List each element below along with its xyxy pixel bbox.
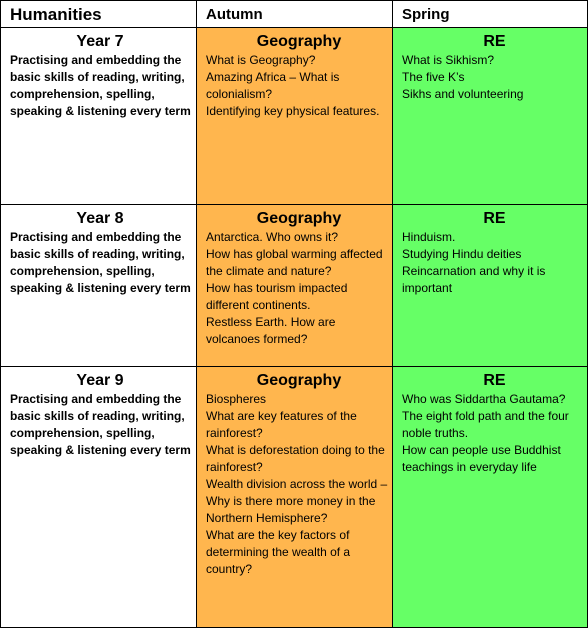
subject-title: RE xyxy=(483,372,506,389)
topic-item: Who was Siddartha Gautama? xyxy=(402,392,566,406)
topic-item: How has global warming affected the climate and nature? xyxy=(206,247,383,278)
spring-cell xyxy=(393,28,588,205)
year-title: Year 9 xyxy=(76,372,124,389)
skills-text: Practising and embedding the basic skills of reading, writing, comprehension, spelling, speaking & listening every term xyxy=(10,53,191,118)
topic-item: What are the key factors of determining the wealth of a country? xyxy=(206,528,351,576)
header-humanities: Humanities xyxy=(1,1,197,28)
topic-list xyxy=(206,391,392,578)
topic-list xyxy=(206,52,392,120)
header-row xyxy=(1,1,588,28)
topic-item: The five K’s xyxy=(402,70,465,84)
topic-list xyxy=(402,229,587,297)
topic-item: Sikhs and volunteering xyxy=(402,87,524,101)
subject-title: RE xyxy=(483,33,506,50)
year-title: Year 8 xyxy=(76,210,124,227)
subject-title: RE xyxy=(483,210,506,227)
subject-title: Geography xyxy=(256,372,342,389)
year-title: Year 7 xyxy=(76,33,124,50)
topic-item: Antarctica. Who owns it? xyxy=(206,230,339,244)
topic-item: What are key features of the rainforest? xyxy=(206,409,357,440)
year-cell xyxy=(1,205,197,367)
table-row-year-9 xyxy=(1,367,588,628)
header-autumn: Autumn xyxy=(197,1,393,28)
topic-list xyxy=(402,52,587,103)
topic-item: What is Geography? xyxy=(206,53,316,67)
skills-text: Practising and embedding the basic skills of reading, writing, comprehension, spelling, speaking & listening every term xyxy=(10,230,191,295)
topic-item: Reincarnation and why it is important xyxy=(402,264,546,295)
autumn-cell xyxy=(197,205,393,367)
subject-title: Geography xyxy=(256,210,342,227)
topic-item: What is deforestation doing to the rainforest? xyxy=(206,443,385,474)
table-row-year-7 xyxy=(1,28,588,205)
autumn-cell xyxy=(197,367,393,628)
topic-item: How can people use Buddhist teachings in everyday life xyxy=(402,443,561,474)
header-spring: Spring xyxy=(393,1,588,28)
topic-list xyxy=(206,229,392,348)
subject-title: Geography xyxy=(256,33,342,50)
topic-item: Hinduism. xyxy=(402,230,456,244)
spring-cell xyxy=(393,367,588,628)
topic-item: Restless Earth. How are volcanoes formed? xyxy=(206,315,336,346)
spring-cell xyxy=(393,205,588,367)
topic-item: Wealth division across the world – Why is there more money in the Northern Hemisphere? xyxy=(206,477,388,525)
topic-item: The eight fold path and the four noble truths. xyxy=(402,409,569,440)
topic-item: Identifying key physical features. xyxy=(206,104,380,118)
skills-text: Practising and embedding the basic skills of reading, writing, comprehension, spelling, speaking & listening every term xyxy=(10,392,191,457)
table-row-year-8 xyxy=(1,205,588,367)
topic-item: Amazing Africa – What is colonialism? xyxy=(206,70,340,101)
autumn-cell xyxy=(197,28,393,205)
topic-item: What is Sikhism? xyxy=(402,53,495,67)
topic-list xyxy=(402,391,587,476)
topic-item: Biospheres xyxy=(206,392,267,406)
year-cell xyxy=(1,28,197,205)
year-cell xyxy=(1,367,197,628)
topic-item: How has tourism impacted different continents. xyxy=(206,281,348,312)
topic-item: Studying Hindu deities xyxy=(402,247,522,261)
